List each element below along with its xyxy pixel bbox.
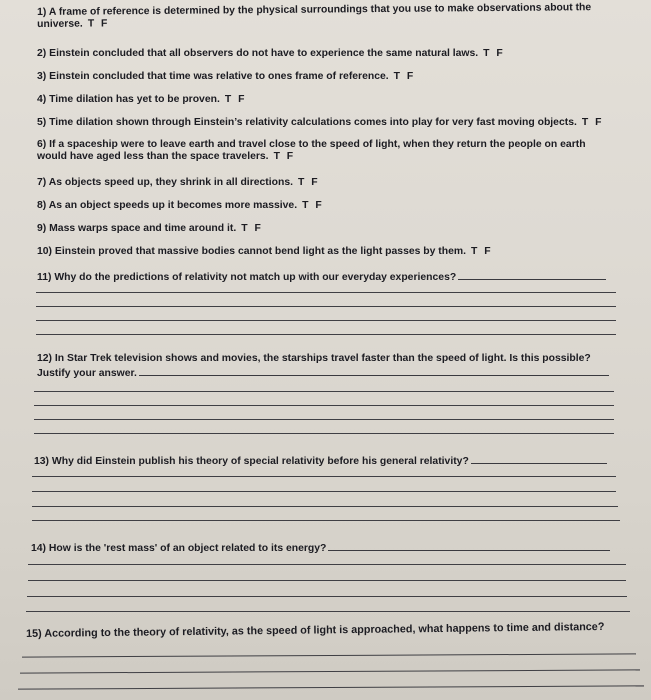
question-1: 1) A frame of reference is determined by the physical surroundings that you use to make observations about the universe. T F xyxy=(37,2,592,30)
question-4: 4) Time dilation has yet to be proven. T F xyxy=(37,94,247,105)
question-8: 8) As an object speeds up it becomes more massive. T F xyxy=(37,200,324,211)
true-false-choice[interactable]: T F xyxy=(273,151,296,162)
answer-blank[interactable] xyxy=(139,365,609,376)
question-12: 12) In Star Trek television shows and movies, the starships travel faster than the speed of light. Is this possible? Justify your answer. xyxy=(37,353,609,380)
answer-line[interactable] xyxy=(32,476,616,477)
answer-line[interactable] xyxy=(34,391,614,392)
answer-line[interactable] xyxy=(28,580,626,581)
answer-line[interactable] xyxy=(36,292,616,293)
answer-line[interactable] xyxy=(28,564,626,565)
answer-blank[interactable] xyxy=(471,453,607,464)
answer-line[interactable] xyxy=(32,520,620,521)
answer-line[interactable] xyxy=(34,433,614,434)
true-false-choice[interactable]: T F xyxy=(302,200,324,211)
answer-line[interactable] xyxy=(18,685,644,689)
answer-line[interactable] xyxy=(27,596,627,597)
true-false-choice[interactable]: T F xyxy=(298,177,320,188)
true-false-choice[interactable]: T F xyxy=(224,94,247,105)
question-15: 15) According to the theory of relativity, as the speed of light is approached, what happens to time and distance? xyxy=(26,620,605,640)
true-false-choice[interactable]: T F xyxy=(581,117,604,128)
answer-blank[interactable] xyxy=(458,269,606,280)
answer-line[interactable] xyxy=(32,491,616,492)
true-false-choice[interactable]: T F xyxy=(241,223,263,234)
answer-line[interactable] xyxy=(34,405,614,406)
question-7: 7) As objects speed up, they shrink in all directions. T F xyxy=(37,177,320,188)
question-2: 2) Einstein concluded that all observers do not have to experience the same natural laws. T F xyxy=(37,48,505,59)
answer-line[interactable] xyxy=(32,506,618,507)
answer-line[interactable] xyxy=(36,306,616,307)
true-false-choice[interactable]: T F xyxy=(393,71,416,82)
answer-blank[interactable] xyxy=(328,540,610,551)
answer-line[interactable] xyxy=(20,669,640,673)
question-5: 5) Time dilation shown through Einstein’s relativity calculations comes into play for very fast moving objects. T F xyxy=(37,117,604,128)
question-3: 3) Einstein concluded that time was relative to ones frame of reference. T F xyxy=(37,71,416,82)
question-6: 6) If a spaceship were to leave earth and travel close to the speed of light, when they return the people on earth would have aged less than the space travelers. T F xyxy=(37,139,586,162)
answer-line[interactable] xyxy=(36,320,616,321)
answer-line[interactable] xyxy=(34,419,614,420)
true-false-choice[interactable]: T F xyxy=(483,48,505,59)
answer-line[interactable] xyxy=(22,653,636,657)
question-14: 14) How is the 'rest mass' of an object related to its energy? xyxy=(31,540,610,555)
question-11: 11) Why do the predictions of relativity not match up with our everyday experiences? xyxy=(37,269,606,284)
question-10: 10) Einstein proved that massive bodies cannot bend light as the light passes by them. T F xyxy=(37,246,493,257)
question-9: 9) Mass warps space and time around it. T F xyxy=(37,223,263,234)
answer-line[interactable] xyxy=(36,334,616,335)
question-13: 13) Why did Einstein publish his theory of special relativity before his general relativity? xyxy=(34,453,607,468)
true-false-choice[interactable]: T F xyxy=(87,18,110,30)
answer-line[interactable] xyxy=(26,611,630,612)
true-false-choice[interactable]: T F xyxy=(471,246,493,257)
